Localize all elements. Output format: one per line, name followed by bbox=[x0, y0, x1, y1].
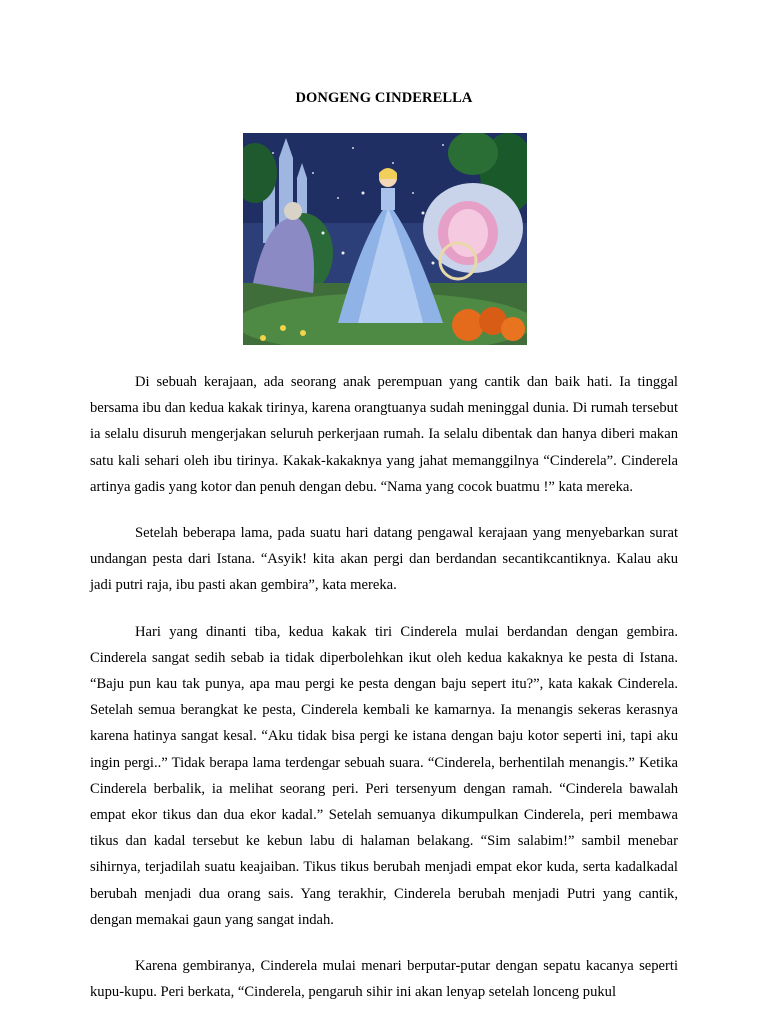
cinderella-illustration bbox=[243, 133, 527, 345]
paragraph-1: Di sebuah kerajaan, ada seorang anak perempuan yang cantik dan baik hati. Ia tinggal bersama ibu dan kedua kakak tirinya, karena orangtuanya sudah meninggal dunia. Di rumah tersebut ia selalu disuruh mengerjakan seluruh perkerjaan rumah. Ia selalu dibentak dan hanya diberi makan satu kali sehari oleh ibu tirinya. Kakak-kakaknya yang jahat memanggilnya “Cinderela”. Cinderela artinya gadis yang kotor dan penuh dengan debu. “Nama yang cocok buatmu !” kata mereka. bbox=[90, 374, 679, 495]
paragraph-2: Setelah beberapa lama, pada suatu hari datang pengawal kerajaan yang menyebarkan surat undangan pesta dari Istana. “Asyik! kita akan pergi dan berdandan secantikcantiknya. Kalau aku jadi putri raja, ibu pasti akan gembira”, kata mereka. bbox=[90, 525, 678, 594]
document-title: DONGENG CINDERELLA bbox=[295, 90, 473, 106]
story-body bbox=[90, 369, 678, 1025]
paragraph-3: Hari yang dinanti tiba, kedua kakak tiri Cinderela mulai berdandan dengan gembira. Cinderela sangat sedih sebab ia tidak diperbolehkan ikut oleh kedua kakaknya ke pesta di Istana. “Baju pun kau tak punya, apa mau pergi ke pesta dengan baju sepert itu?”, kata kakak Cinderela. Setelah semua berangkat ke pesta, Cinderela kembali ke kamarnya. Ia menangis sekeras kerasnya karena hatinya sangat kesal. “Aku tidak bisa pergi ke istana dengan baju kotor seperti ini, tapi aku ingin pergi..” Tidak berapa lama terdengar sebuah suara. “Cinderela, berhentilah menangis.” Ketika Cinderela berbalik, ia melihat seorang peri. Peri tersenyum dengan ramah. “Cinderela bawalah empat ekor tikus dan dua ekor kadal.” Setelah semuanya dikumpulkan Cinderela, peri membawa tikus dan kadal tersebut ke kebun labu di halaman belakang. “Sim salabim!” sambil menebar sihirnya, terjadilah suatu keajaiban. Tikus tikus berubah menjadi empat ekor kuda, serta kadalkadal berubah menjadi dua orang sais. Yang terakhir, Cinderela berubah menjadi Putri yang cantik, dengan memakai gaun yang sangat indah. bbox=[90, 623, 678, 928]
paragraph-4: Karena gembiranya, Cinderela mulai menari berputar-putar dengan sepatu kacanya seperti kupu-kupu. Peri berkata, “Cinderela, pengaruh sihir ini akan lenyap setelah lonceng pukul bbox=[90, 958, 678, 1001]
